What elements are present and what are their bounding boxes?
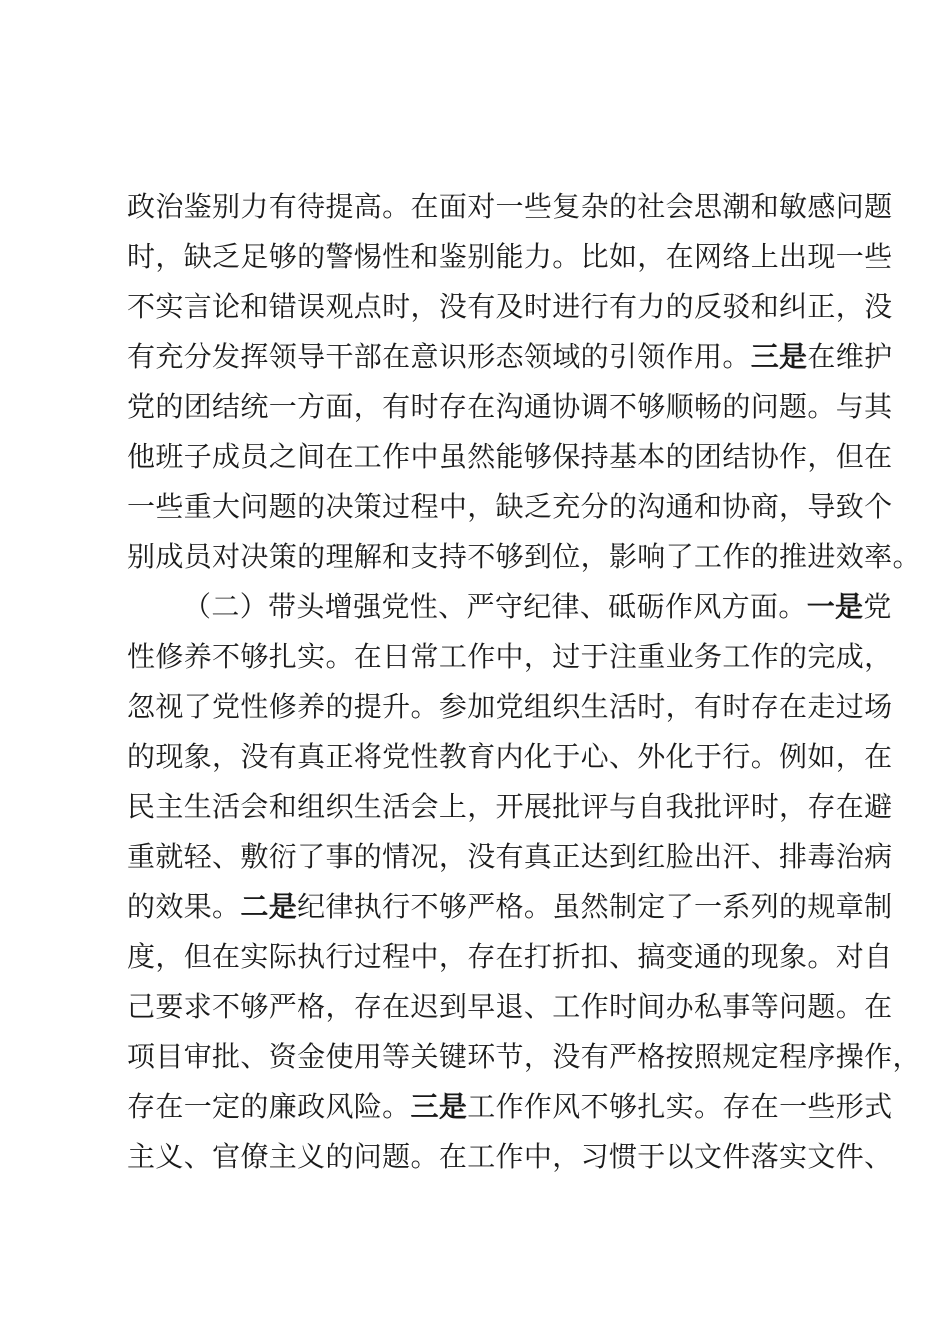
body-text-segment: 忽视了党性修养的提升。参加党组织生活时，有时存在走过场 — [127, 690, 893, 723]
body-text-segment: 政治鉴别力有待提高。在面对一些复杂的社会思潮和敏感问题 — [127, 190, 893, 223]
body-text-segment: 的效果。 — [127, 890, 241, 923]
text-line — [127, 582, 892, 632]
text-line — [127, 932, 893, 982]
text-line — [127, 632, 893, 682]
text-line — [127, 232, 893, 282]
body-text-segment: （二）带头增强党性、严守纪律、砥砺作风方面。 — [183, 590, 807, 623]
body-text-segment: 时，缺乏足够的警惕性和鉴别能力。比如，在网络上出现一些 — [127, 240, 893, 273]
text-line — [127, 432, 893, 482]
body-text-segment: 民主生活会和组织生活会上，开展批评与自我批评时，存在避 — [127, 790, 893, 823]
text-line — [127, 682, 893, 732]
text-line — [127, 282, 893, 332]
body-text-segment: 主义、官僚主义的问题。在工作中，习惯于以文件落实文件、 — [127, 1140, 893, 1173]
text-line — [127, 1032, 921, 1082]
body-text-segment: 党的团结统一方面，有时存在沟通协调不够顺畅的问题。与其 — [127, 390, 893, 423]
emphasis-text: 二是 — [240, 890, 298, 923]
body-text-segment: 一些重大问题的决策过程中，缺乏充分的沟通和协商，导致个 — [127, 490, 893, 523]
text-line — [127, 182, 893, 232]
emphasis-text: 一是 — [806, 590, 864, 623]
text-line — [127, 382, 893, 432]
body-text-segment: 性修养不够扎实。在日常工作中，过于注重业务工作的完成， — [127, 640, 893, 673]
text-line — [127, 1082, 893, 1132]
text-line — [127, 1132, 893, 1182]
body-text-segment: 纪律执行不够严格。虽然制定了一系列的规章制 — [297, 890, 893, 923]
emphasis-text: 三是 — [410, 1090, 468, 1123]
body-text-segment: 有充分发挥领导干部在意识形态领域的引领作用。 — [127, 340, 751, 373]
body-text-segment: 不实言论和错误观点时，没有及时进行有力的反驳和纠正，没 — [127, 290, 893, 323]
text-line — [127, 832, 893, 882]
body-text-segment: 党 — [863, 590, 892, 623]
text-line — [127, 732, 893, 782]
text-line — [127, 782, 893, 832]
emphasis-text: 三是 — [750, 340, 808, 373]
text-line — [127, 482, 893, 532]
body-text — [127, 182, 921, 1182]
body-text-segment: 的现象，没有真正将党性教育内化于心、外化于行。例如，在 — [127, 740, 893, 773]
text-line — [127, 332, 893, 382]
body-text-segment: 他班子成员之间在工作中虽然能够保持基本的团结协作，但在 — [127, 440, 893, 473]
body-text-segment: 工作作风不够扎实。存在一些形式 — [467, 1090, 893, 1123]
text-line — [127, 882, 893, 932]
body-text-segment: 存在一定的廉政风险。 — [127, 1090, 411, 1123]
body-text-segment: 度，但在实际执行过程中，存在打折扣、搞变通的现象。对自 — [127, 940, 893, 973]
body-text-segment: 己要求不够严格，存在迟到早退、工作时间办私事等问题。在 — [127, 990, 893, 1023]
text-line — [127, 532, 921, 582]
body-text-segment: 项目审批、资金使用等关键环节，没有严格按照规定程序操作， — [127, 1040, 921, 1073]
text-line — [127, 982, 893, 1032]
body-text-segment: 在维护 — [807, 340, 893, 373]
body-text-segment: 别成员对决策的理解和支持不够到位，影响了工作的推进效率。 — [127, 540, 921, 573]
body-text-segment: 重就轻、敷衍了事的情况，没有真正达到红脸出汗、排毒治病 — [127, 840, 893, 873]
